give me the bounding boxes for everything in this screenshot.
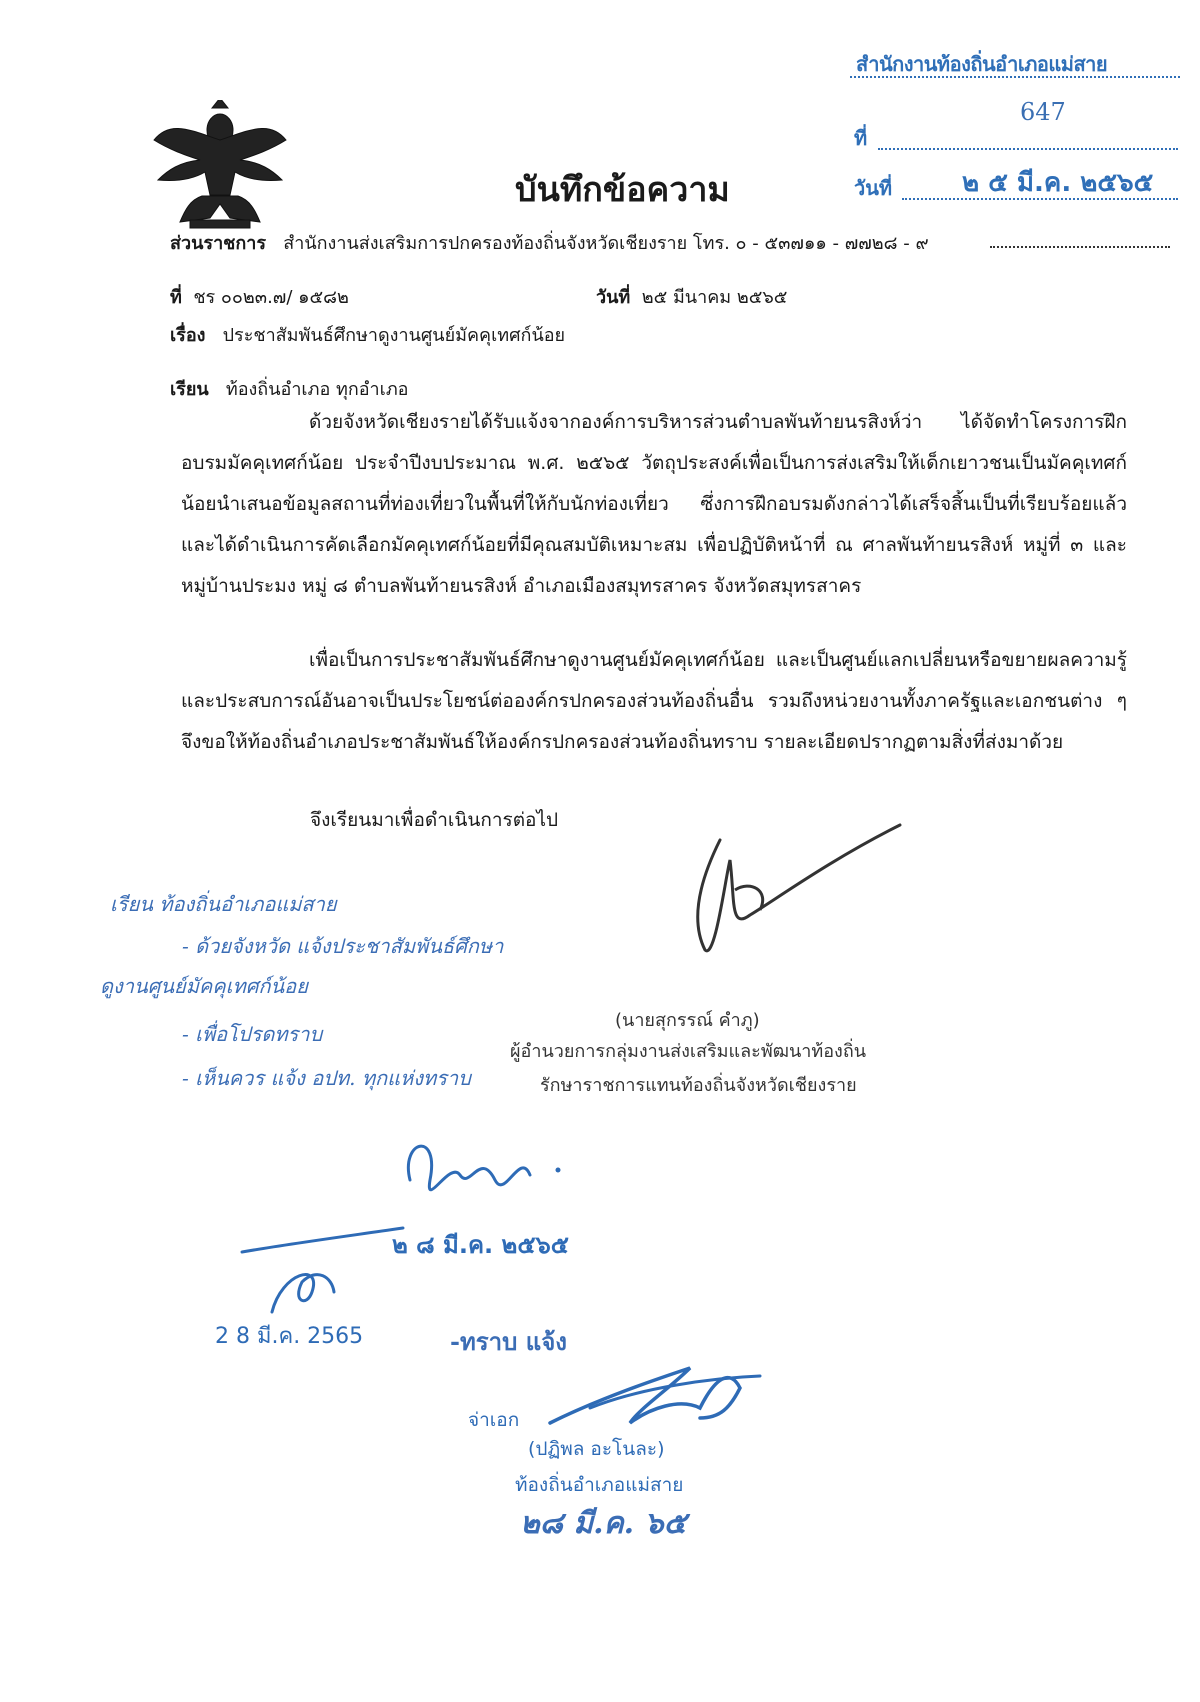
receiving-date-label: วันที่ bbox=[854, 176, 893, 200]
ref-row bbox=[170, 282, 349, 311]
body-paragraph-1 bbox=[181, 402, 1127, 607]
received-date-arabic: 2 8 มี.ค. 2565 bbox=[215, 1324, 364, 1349]
approval-position: ท้องถิ่นอำเภอแม่สาย bbox=[515, 1474, 684, 1496]
approval-stroke bbox=[238, 1222, 408, 1262]
receiving-no-value: 647 bbox=[1020, 98, 1066, 126]
body-paragraph-2 bbox=[181, 640, 1127, 763]
ref-value: ชร ๐๐๒๓.๗/ ๑๕๘๒ bbox=[193, 287, 349, 308]
to-value: ท้องถิ่นอำเภอ ทุกอำเภอ bbox=[225, 379, 409, 400]
subject-value: ประชาสัมพันธ์ศึกษาดูงานศูนย์มัคคุเทศก์น้อย bbox=[222, 325, 566, 346]
agency-label: ส่วนราชการ bbox=[170, 233, 267, 254]
director-signature bbox=[680, 820, 920, 970]
handwritten-note-line-5: - เห็นควร แจ้ง อปท. ทุกแห่งทราบ bbox=[182, 1066, 471, 1090]
body-paragraph-2-text: เพื่อเป็นการประชาสัมพันธ์ศึกษาดูงานศูนย์มัคคุเทศก์น้อย และเป็นศูนย์แลกเปลี่ยนหรือขยายผลความรู้และประสบการณ์อันอาจเป็นประโยชน์ต่อองค์กรปกครองส่วนท้องถิ่นอื่น รวมถึงหน่วยงานทั้งภาครัฐและเอกชนต่าง ๆ จึงขอให้ท้องถิ่นอำเภอประชาสัมพันธ์ให้องค์กรปกครองส่วนท้องถิ่นทราบ รายละเอียดปรากฏตามสิ่งที่ส่งมาด้วย bbox=[181, 649, 1127, 753]
handwritten-note-line-4: - เพื่อโปรดทราบ bbox=[182, 1022, 323, 1046]
handwritten-note-line-3: ดูงานศูนย์มัคคุเทศก์น้อย bbox=[100, 974, 308, 998]
district-signature bbox=[540, 1348, 770, 1438]
subject-label: เรื่อง bbox=[170, 325, 206, 346]
signer-position-1: ผู้อำนวยการกลุ่มงานส่งเสริมและพัฒนาท้องถิ่น bbox=[510, 1041, 867, 1062]
agency-row bbox=[170, 228, 929, 257]
date-label: วันที่ bbox=[596, 287, 631, 308]
agency-value: สำนักงานส่งเสริมการปกครองท้องถิ่นจังหวัดเชียงราย โทร. ๐ - ๕๓๗๑๑ - ๗๗๒๘ - ๙ bbox=[283, 233, 929, 254]
to-row bbox=[170, 374, 409, 403]
approval-hand-note: -ทราบ แจ้ง bbox=[450, 1327, 567, 1356]
approval-hand-date: ๒๘ มี.ค. ๖๕ bbox=[520, 1506, 687, 1541]
body-paragraph-1-text: ด้วยจังหวัดเชียงรายได้รับแจ้งจากองค์การบริหารส่วนตำบลพันท้ายนรสิงห์ว่า ได้จัดทำโครงการฝึกอบรมมัคคุเทศก์น้อย ประจำปีงบประมาณ พ.ศ. ๒๕๖๕ วัตถุประสงค์เพื่อเป็นการส่งเสริมให้เด็กเยาวชนเป็นมัคคุเทศก์น้อยนำเสนอข้อมูลสถานที่ท่องเที่ยวในพื้นที่ให้กับนักท่องเที่ยว ซึ่งการฝึกอบรมดังกล่าวได้เสร็จสิ้นเป็นที่เรียบร้อยแล้วและได้ดำเนินการคัดเลือกมัคคุเทศก์น้อยที่มีคุณสมบัติเหมาะสม เพื่อปฏิบัติหน้าที่ ณ ศาลพันท้ายนรสิงห์ หมู่ที่ ๓ และหมู่บ้านประมง หมู่ ๘ ตำบลพันท้ายนรสิงห์ อำเภอเมืองสมุทรสาคร จังหวัดสมุทรสาคร bbox=[181, 411, 1127, 597]
closing-line: จึงเรียนมาเพื่อดำเนินการต่อไป bbox=[310, 809, 559, 831]
to-label: เรียน bbox=[170, 379, 209, 400]
receiving-no-label: ที่ bbox=[854, 126, 868, 150]
page-title: บันทึกข้อความ bbox=[515, 170, 730, 210]
signer-name: (นายสุกรรณ์ คำภู) bbox=[615, 1010, 760, 1031]
approval-stamp-date: ๒ ๘ มี.ค. ๒๕๖๕ bbox=[392, 1231, 569, 1259]
date-value: ๒๕ มีนาคม ๒๕๖๕ bbox=[641, 287, 788, 308]
signer-position-2: รักษาราชการแทนท้องถิ่นจังหวัดเชียงราย bbox=[540, 1075, 857, 1096]
receiving-stamp-org: สำนักงานท้องถิ่นอำเภอแม่สาย bbox=[856, 52, 1108, 76]
approval-initials bbox=[262, 1262, 342, 1322]
garuda-emblem bbox=[150, 100, 290, 230]
ref-label: ที่ bbox=[170, 287, 182, 308]
subject-row bbox=[170, 320, 565, 349]
stamp-dotline bbox=[878, 148, 1178, 150]
handwritten-note-line-2: - ด้วยจังหวัด แจ้งประชาสัมพันธ์ศึกษา bbox=[182, 934, 504, 958]
receiving-stamp bbox=[850, 40, 1185, 240]
handwritten-note-line-1: เรียน ท้องถิ่นอำเภอแม่สาย bbox=[110, 892, 337, 916]
date-row bbox=[596, 282, 787, 311]
approval-signature bbox=[380, 1120, 580, 1230]
agency-dotline bbox=[990, 246, 1170, 248]
receiving-date-value: ๒ ๕ มี.ค. ๒๕๖๕ bbox=[962, 168, 1154, 198]
stamp-underline bbox=[850, 76, 1180, 78]
approval-rank: จ่าเอก bbox=[468, 1409, 520, 1431]
approval-name: (ปฏิพล อะโนละ) bbox=[528, 1438, 665, 1460]
